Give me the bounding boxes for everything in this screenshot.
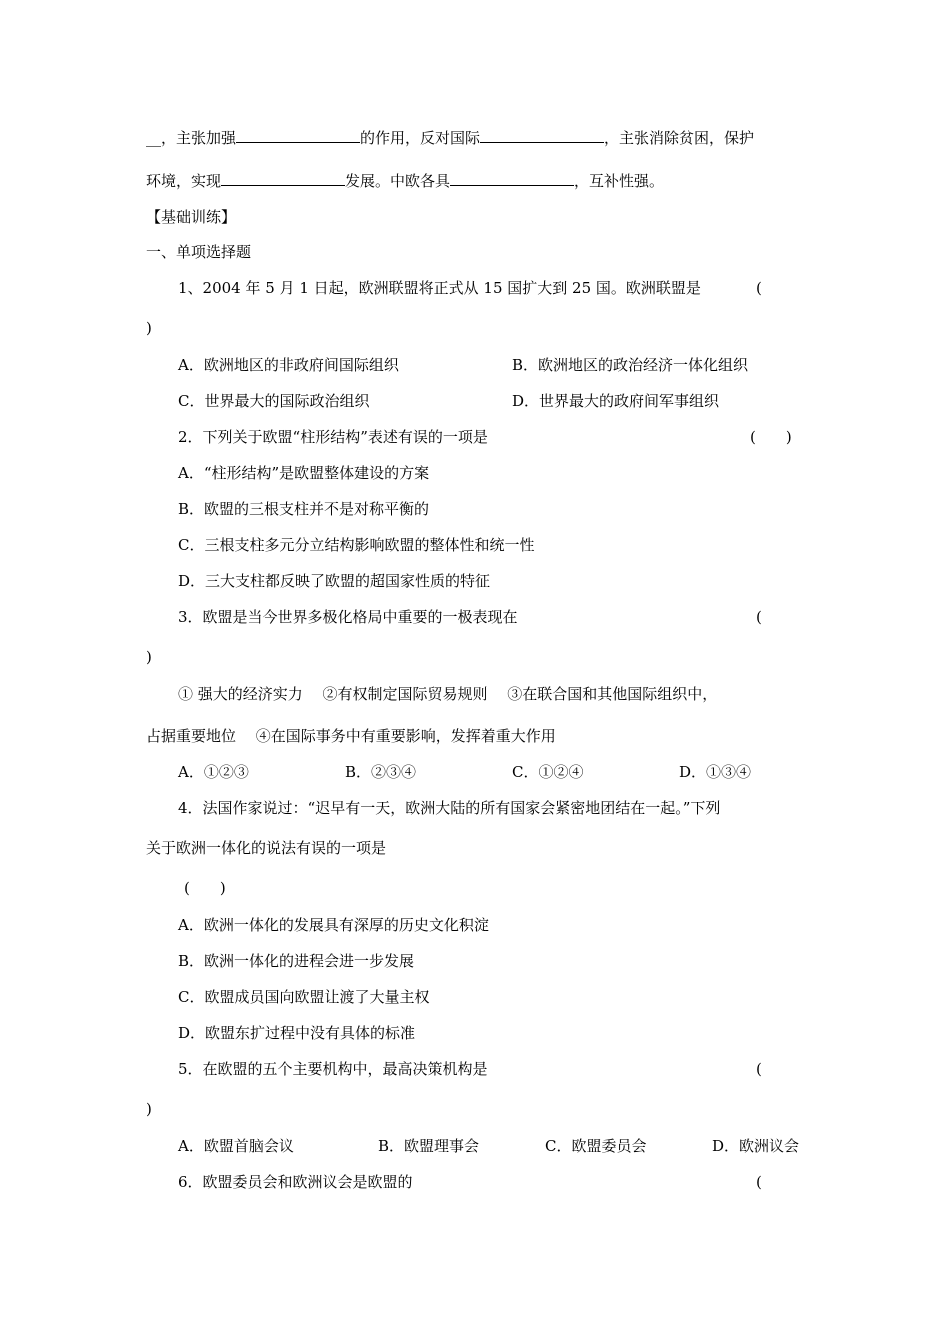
intro-text: __，主张加强 — [146, 129, 237, 147]
answer-blank[interactable] — [450, 169, 574, 186]
question-6-paren-open: ( — [756, 1173, 762, 1191]
question-2-paren: ( ) — [750, 428, 792, 446]
question-1-stem: 1、2004 年 5 月 1 日起，欧洲联盟将正式从 15 国扩大到 25 国。欧洲联盟是 — [178, 279, 701, 297]
intro-line-1 — [146, 126, 754, 148]
section-title: 【基础训练】 — [146, 208, 237, 226]
question-1-paren-open: ( — [756, 279, 762, 297]
question-1-option-c[interactable]: C．世界最大的国际政治组织 — [178, 392, 370, 410]
intro-text: 发展。中欧各具 — [345, 172, 451, 190]
question-2-option-a[interactable]: A．“柱形结构”是欧盟整体建设的方案 — [178, 464, 430, 482]
subsection-title: 一、单项选择题 — [146, 243, 252, 261]
question-3-paren-open: ( — [756, 608, 762, 626]
question-3-option-d[interactable]: D．①③④ — [679, 763, 752, 781]
intro-text: 环境，实现 — [146, 172, 222, 190]
question-4-option-d[interactable]: D．欧盟东扩过程中没有具体的标准 — [178, 1024, 416, 1042]
intro-text: 的作用，反对国际 — [360, 129, 481, 147]
question-5-paren-open: ( — [756, 1060, 762, 1078]
question-3-stem: 3．欧盟是当今世界多极化格局中重要的一极表现在 — [178, 608, 518, 626]
question-5-option-d[interactable]: D．欧洲议会 — [712, 1137, 800, 1155]
question-6-stem: 6．欧盟委员会和欧洲议会是欧盟的 — [178, 1173, 413, 1191]
question-1-option-b[interactable]: B．欧洲地区的政治经济一体化组织 — [512, 356, 749, 374]
question-4-stem-line-2: 关于欧洲一体化的说法有误的一项是 — [146, 839, 387, 857]
question-5-option-b[interactable]: B．欧盟理事会 — [378, 1137, 480, 1155]
question-4-option-a[interactable]: A．欧洲一体化的发展具有深厚的历史文化积淀 — [178, 916, 489, 934]
question-2-stem: 2．下列关于欧盟“柱形结构”表述有误的一项是 — [178, 428, 488, 446]
question-1-paren-close: ) — [146, 319, 152, 337]
question-3-option-a[interactable]: A．①②③ — [178, 763, 249, 781]
question-1-option-a[interactable]: A．欧洲地区的非政府间国际组织 — [178, 356, 399, 374]
question-2-option-c[interactable]: C．三根支柱多元分立结构影响欧盟的整体性和统一性 — [178, 536, 535, 554]
intro-text: ，互补性强。 — [574, 172, 665, 190]
question-5-option-c[interactable]: C．欧盟委员会 — [545, 1137, 647, 1155]
question-4-paren: ( ) — [184, 879, 226, 897]
question-1-option-d[interactable]: D．世界最大的政府间军事组织 — [512, 392, 720, 410]
question-2-option-d[interactable]: D．三大支柱都反映了欧盟的超国家性质的特征 — [178, 572, 491, 590]
question-4-option-b[interactable]: B．欧洲一体化的进程会进一步发展 — [178, 952, 415, 970]
question-4-stem-line-1: 4．法国作家说过：“迟早有一天，欧洲大陆的所有国家会紧密地团结在一起。”下列 — [178, 799, 721, 817]
question-3-items-line-2: 占据重要地位 ④在国际事务中有重要影响，发挥着重大作用 — [146, 727, 556, 745]
answer-blank[interactable] — [480, 126, 604, 143]
answer-blank[interactable] — [236, 126, 360, 143]
question-5-paren-close: ) — [146, 1100, 152, 1118]
answer-blank[interactable] — [221, 169, 345, 186]
question-2-option-b[interactable]: B．欧盟的三根支柱并不是对称平衡的 — [178, 500, 430, 518]
intro-text: ，主张消除贫困，保护 — [604, 129, 755, 147]
question-5-option-a[interactable]: A．欧盟首脑会议 — [178, 1137, 294, 1155]
question-3-items-line-1: ① 强大的经济实力 ②有权制定国际贸易规则 ③在联合国和其他国际组织中， — [178, 685, 718, 703]
question-3-option-b[interactable]: B．②③④ — [345, 763, 417, 781]
question-4-option-c[interactable]: C．欧盟成员国向欧盟让渡了大量主权 — [178, 988, 430, 1006]
question-3-option-c[interactable]: C．①②④ — [512, 763, 584, 781]
question-5-stem: 5．在欧盟的五个主要机构中，最高决策机构是 — [178, 1060, 488, 1078]
question-3-paren-close: ) — [146, 648, 152, 666]
intro-line-2 — [146, 169, 664, 191]
